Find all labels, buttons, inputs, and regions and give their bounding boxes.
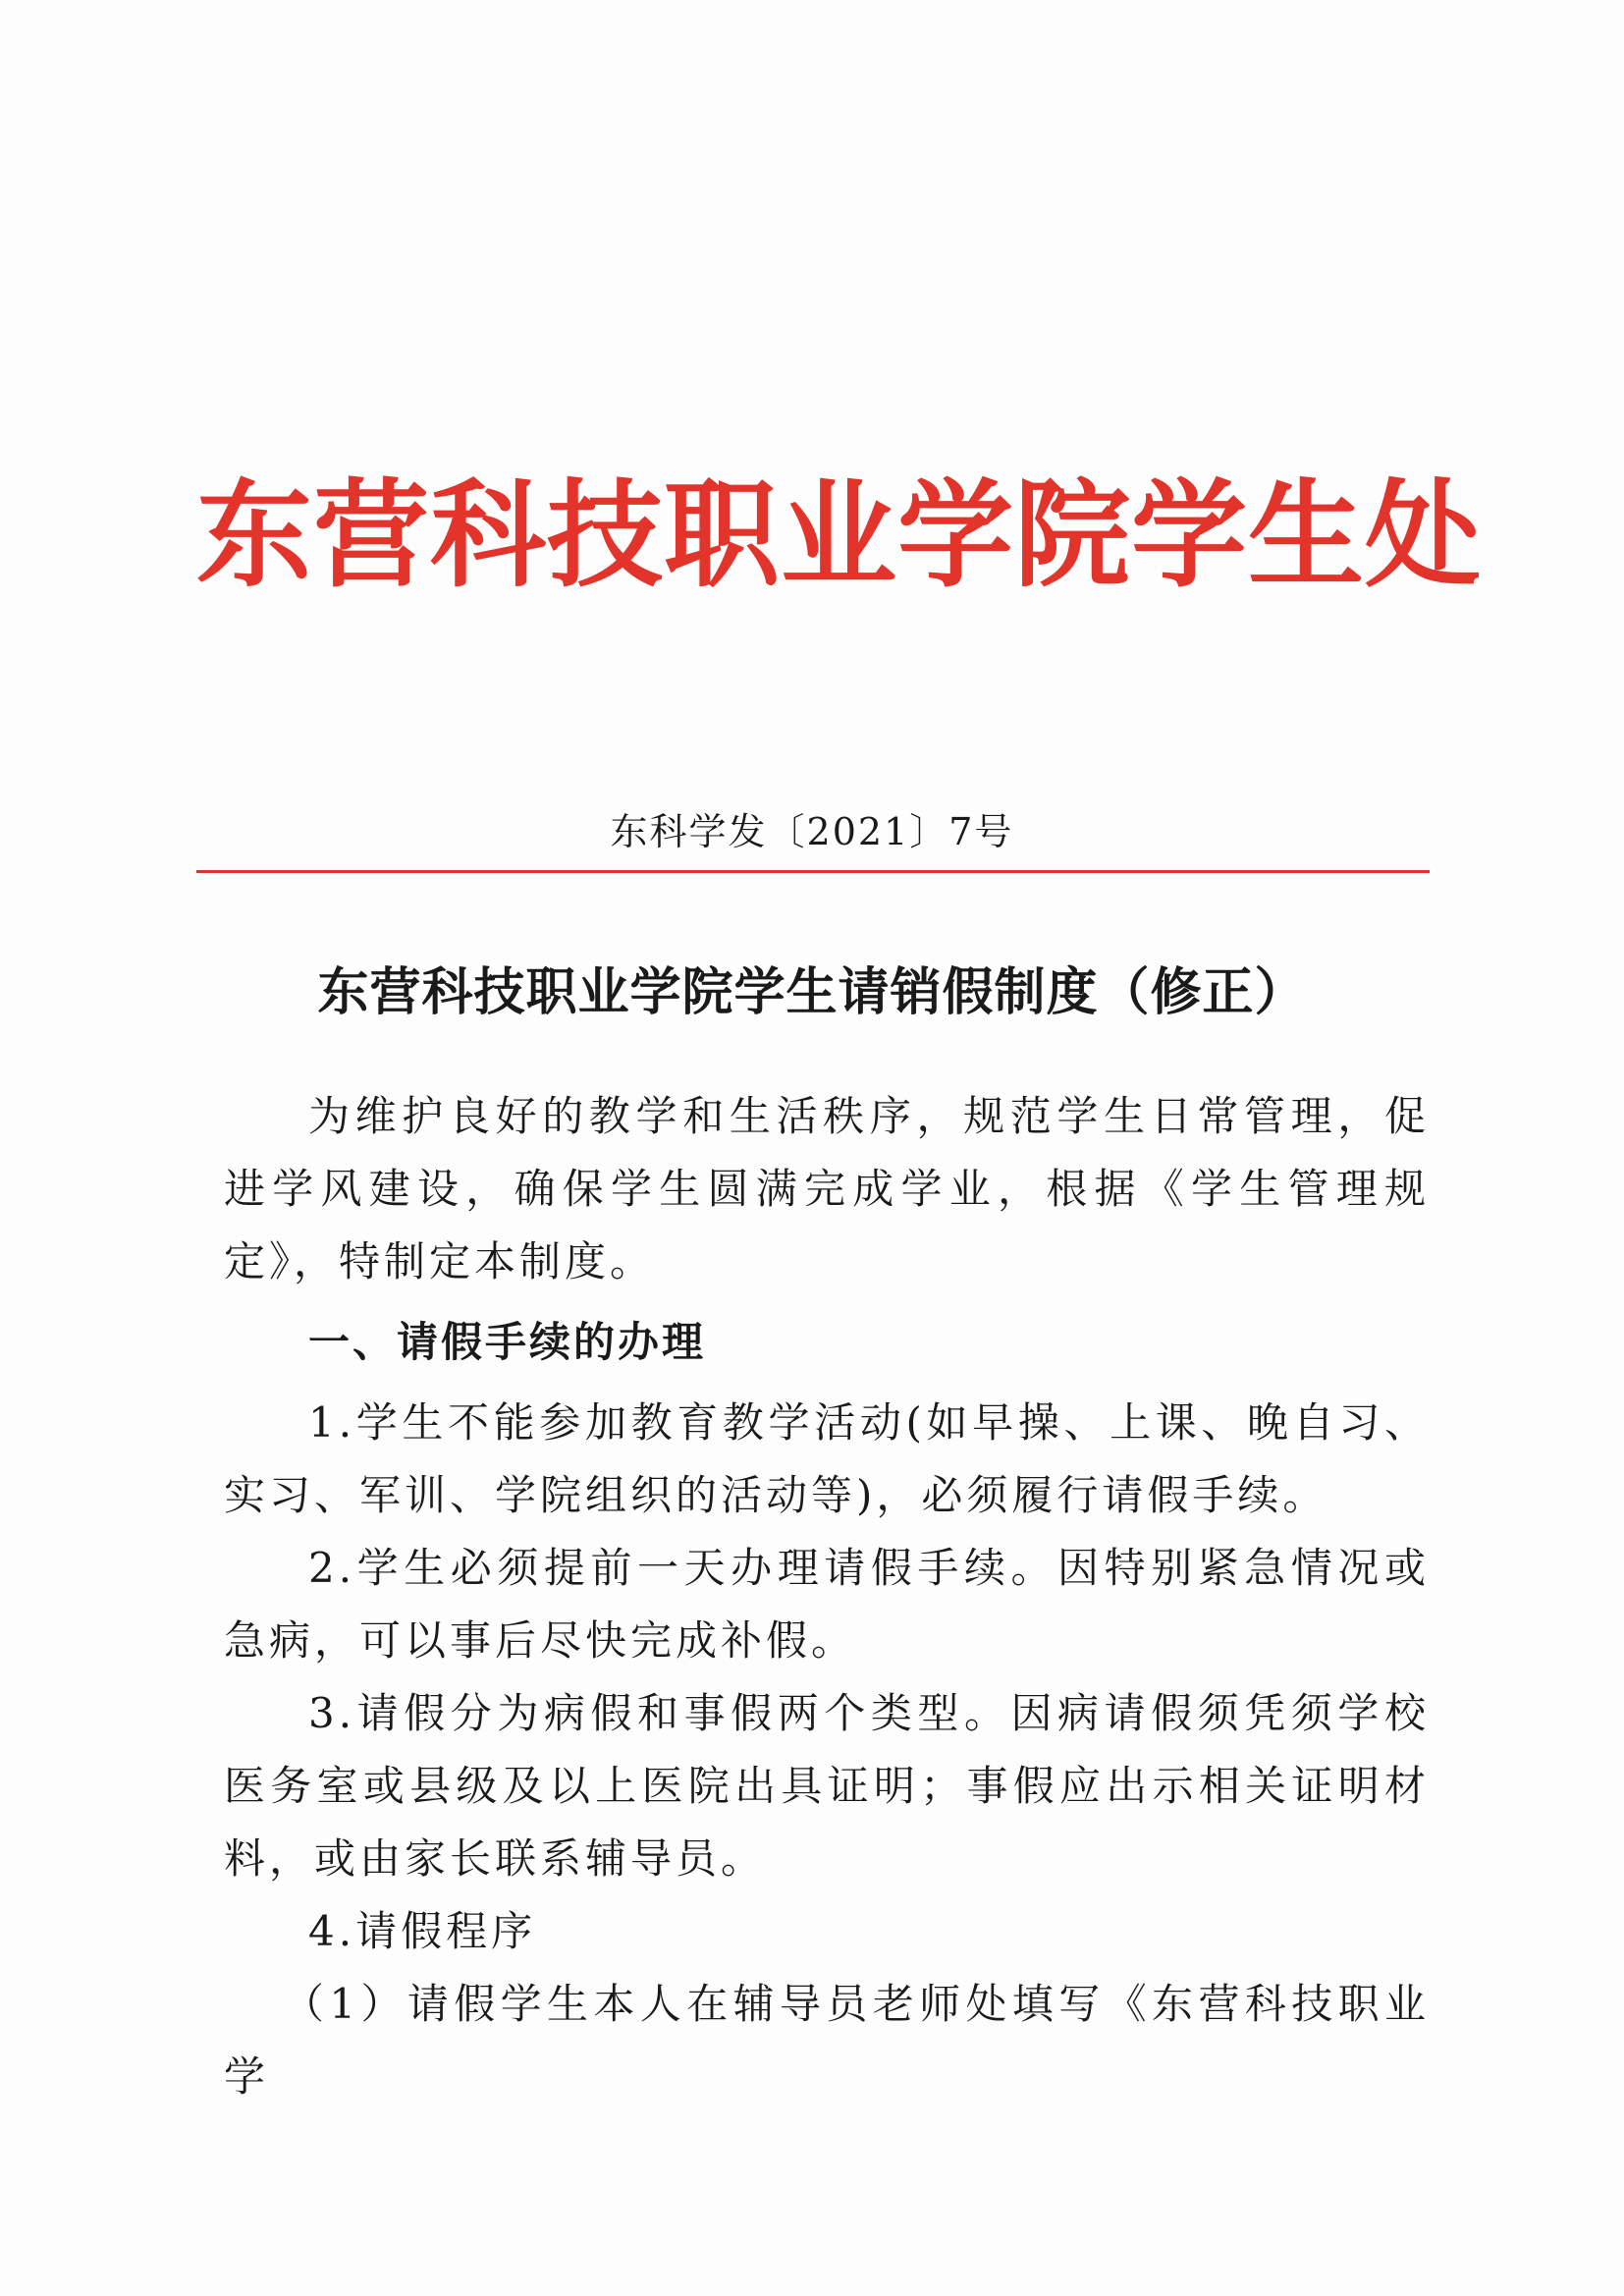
red-divider-line: [196, 870, 1430, 873]
paragraph-item-4-1: （1）请假学生本人在辅导员老师处填写《东营科技职业学: [224, 1980, 1430, 2101]
section-heading-1: 一、请假手续的办理: [308, 1318, 707, 1366]
document-title: 东营科技职业学院学生请销假制度（修正）: [317, 963, 1307, 1022]
masthead-title: 东营科技职业学院学生处: [196, 466, 1483, 603]
paragraph-item-1: 1.学生不能参加教育教学活动(如早操、上课、晚自习、实习、军训、学院组织的活动等)，必须履行请假手续。: [224, 1398, 1430, 1519]
intro-paragraph: 为维护良好的教学和生活秩序，规范学生日常管理，促进学风建设，确保学生圆满完成学业，根据《学生管理规定》，特制定本制度。: [224, 1092, 1430, 1285]
document-number: 东科学发〔2021〕7号: [610, 810, 1014, 853]
paragraph-item-2: 2.学生必须提前一天办理请假手续。因特别紧急情况或急病，可以事后尽快完成补假。: [224, 1544, 1430, 1665]
paragraph-item-3: 3.请假分为病假和事假两个类型。因病请假须凭须学校医务室或县级及以上医院出具证明；事假应出示相关证明材料，或由家长联系辅导员。: [224, 1689, 1430, 1883]
paragraph-item-4: 4.请假程序: [308, 1907, 537, 1955]
